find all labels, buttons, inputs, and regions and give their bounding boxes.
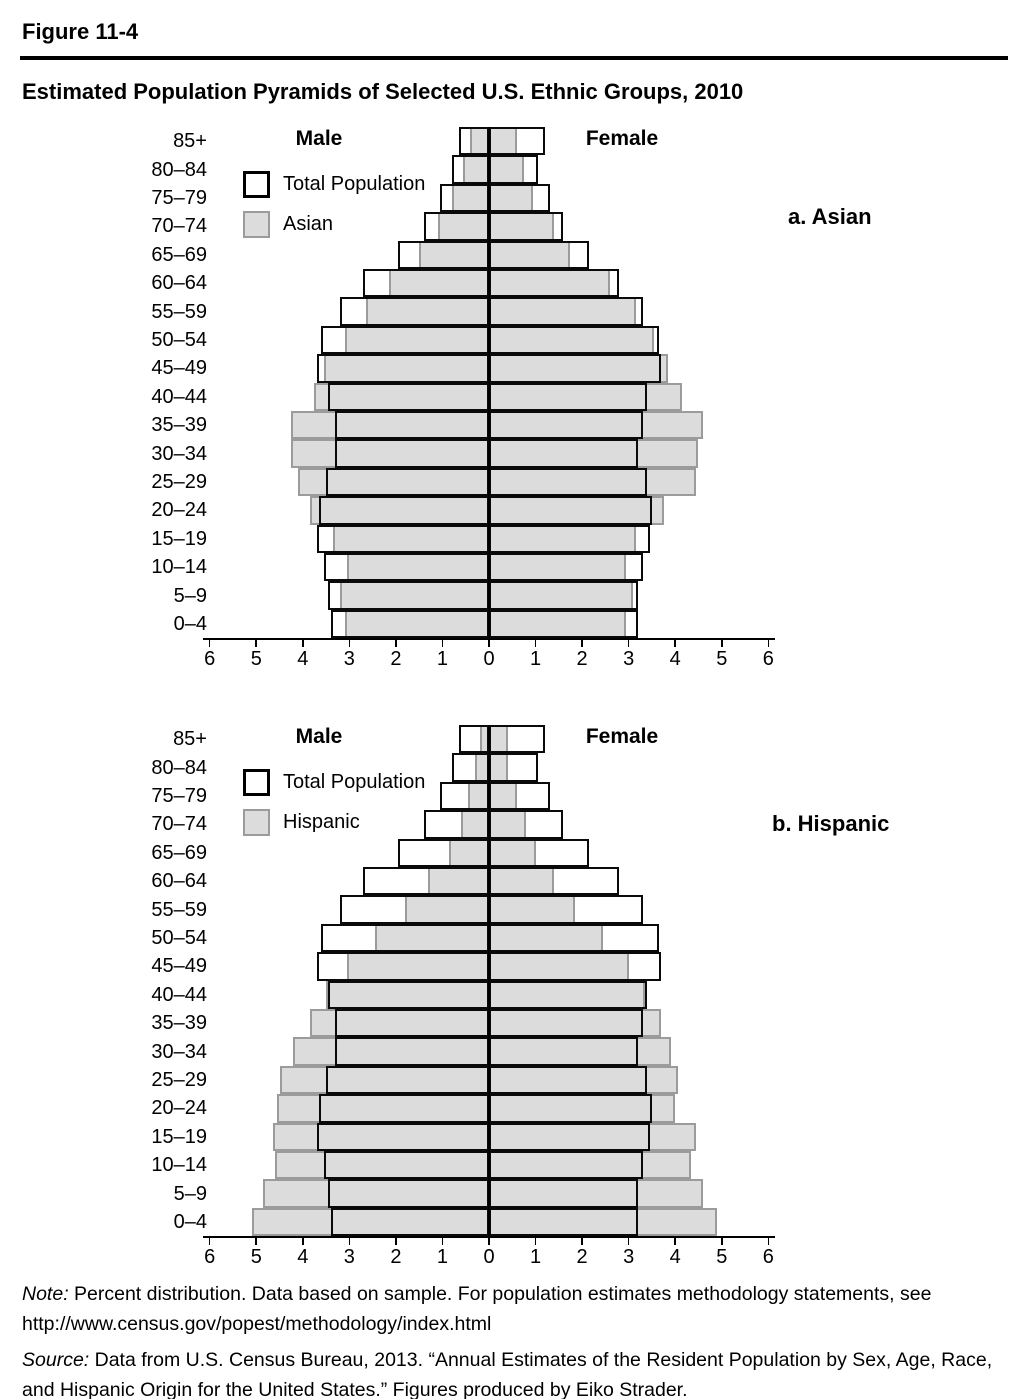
legend-label-asian: Asian — [283, 213, 334, 235]
age-label: 70–74 — [151, 215, 207, 238]
bar-total-male-15–19 — [317, 1123, 489, 1151]
bar-total-male-15–19 — [317, 525, 489, 553]
bar-total-female-10–14 — [489, 1151, 643, 1179]
age-label: 35–39 — [151, 1012, 207, 1035]
x-axis-tick-label: 5 — [250, 648, 262, 671]
age-label: 85+ — [173, 728, 207, 751]
x-axis-tick — [721, 638, 723, 647]
age-label: 60–64 — [151, 870, 207, 893]
x-axis-tick — [674, 1236, 676, 1245]
x-axis-tick — [349, 638, 351, 647]
age-label: 80–84 — [151, 756, 207, 779]
x-axis-tick — [768, 1236, 770, 1245]
bar-total-female-0–4 — [489, 610, 638, 638]
x-axis-tick — [349, 1236, 351, 1245]
x-axis-tick-label: 1 — [529, 648, 542, 671]
age-label: 10–14 — [151, 556, 207, 579]
pyramid-plot-hispanic — [0, 725, 1029, 1285]
x-axis-tick-label: 1 — [436, 648, 448, 671]
bar-total-female-40–44 — [489, 383, 647, 411]
x-axis-tick — [721, 1236, 723, 1245]
x-axis-tick — [488, 1236, 490, 1245]
x-axis-tick — [255, 638, 257, 647]
bar-total-female-30–34 — [489, 439, 638, 467]
bar-total-female-80–84 — [489, 753, 538, 781]
bar-total-male-65–69 — [398, 241, 489, 269]
bar-total-male-30–34 — [335, 439, 489, 467]
bar-total-male-75–79 — [440, 782, 489, 810]
bar-total-female-35–39 — [489, 1009, 643, 1037]
pyramid-plot-asian — [0, 127, 1029, 687]
legend-label-total-population: Total Population — [283, 771, 426, 793]
bar-total-female-40–44 — [489, 981, 647, 1009]
age-label: 50–54 — [151, 329, 207, 351]
bar-total-female-65–69 — [489, 241, 589, 269]
bar-total-female-0–4 — [489, 1208, 638, 1236]
x-axis-tick-label: 4 — [297, 648, 309, 671]
panel-label-hispanic: b. Hispanic — [772, 811, 890, 836]
x-axis-tick-label: 1 — [529, 1246, 542, 1269]
female-column-header: Female — [585, 127, 659, 150]
x-axis-tick — [209, 638, 211, 647]
figure-number: Figure 11-4 — [22, 19, 139, 44]
bar-total-male-55–59 — [340, 895, 489, 923]
bar-total-male-0–4 — [331, 610, 489, 638]
age-label: 60–64 — [151, 272, 207, 295]
x-axis-tick-label: 1 — [436, 1246, 448, 1269]
age-label: 0–4 — [173, 613, 207, 635]
bar-total-male-40–44 — [328, 981, 489, 1009]
x-axis-tick — [488, 638, 490, 647]
note-body: Percent distribution. Data based on sample. For population estimates methodology statements, see http://www.census.gov/popest/methodology/index.html — [22, 1283, 932, 1335]
x-axis-tick — [535, 638, 537, 647]
bar-total-male-5–9 — [328, 1179, 489, 1207]
bar-total-male-30–34 — [335, 1037, 489, 1065]
age-label: 10–14 — [151, 1154, 207, 1177]
source-text — [22, 1345, 1014, 1399]
bar-total-male-80–84 — [452, 753, 489, 781]
age-label: 55–59 — [151, 898, 207, 921]
x-axis-tick — [535, 1236, 537, 1245]
female-column-header: Female — [585, 725, 659, 748]
bar-total-male-20–24 — [319, 1094, 489, 1122]
bar-total-male-50–54 — [321, 924, 489, 952]
bar-total-male-5–9 — [328, 581, 489, 609]
x-axis-tick-label: 0 — [483, 1246, 495, 1269]
age-label: 50–54 — [151, 927, 207, 949]
bar-total-male-25–29 — [326, 468, 489, 496]
age-label: 40–44 — [151, 983, 207, 1006]
center-axis-line — [488, 127, 491, 638]
age-label: 30–34 — [151, 1040, 207, 1063]
x-axis-tick-label: 2 — [390, 648, 402, 671]
bar-total-female-60–64 — [489, 269, 619, 297]
age-label: 70–74 — [151, 813, 207, 836]
age-label: 0–4 — [173, 1211, 207, 1233]
bar-total-female-5–9 — [489, 581, 638, 609]
age-label: 80–84 — [151, 158, 207, 181]
x-axis-tick — [628, 638, 630, 647]
age-label: 35–39 — [151, 414, 207, 437]
age-label: 15–19 — [151, 527, 207, 550]
x-axis-tick-label: 5 — [716, 648, 728, 671]
x-axis-tick — [628, 1236, 630, 1245]
bar-total-male-80–84 — [452, 155, 489, 183]
x-axis-tick — [674, 638, 676, 647]
panel-label-asian: a. Asian — [788, 204, 872, 229]
bar-total-male-75–79 — [440, 184, 489, 212]
bar-total-male-70–74 — [424, 212, 489, 240]
x-axis-tick — [302, 1236, 304, 1245]
bar-total-male-0–4 — [331, 1208, 489, 1236]
age-label: 45–49 — [151, 357, 207, 380]
male-column-header: Male — [295, 725, 343, 748]
age-label: 65–69 — [151, 243, 207, 266]
bar-total-female-85+ — [489, 127, 545, 155]
age-label: 45–49 — [151, 955, 207, 978]
x-axis-tick-label: 4 — [669, 1246, 681, 1269]
bar-total-male-55–59 — [340, 297, 489, 325]
bar-total-male-50–54 — [321, 326, 489, 354]
bar-total-female-45–49 — [489, 952, 661, 980]
bar-total-male-25–29 — [326, 1066, 489, 1094]
x-axis-tick-label: 5 — [250, 1246, 262, 1269]
age-label: 20–24 — [151, 1097, 207, 1120]
bar-total-female-5–9 — [489, 1179, 638, 1207]
bar-total-male-10–14 — [324, 553, 489, 581]
figure-title: Estimated Population Pyramids of Selected U.S. Ethnic Groups, 2010 — [22, 79, 744, 104]
age-label: 20–24 — [151, 499, 207, 522]
note-text — [22, 1279, 1014, 1339]
note-prefix: Note: — [22, 1283, 69, 1305]
x-axis-tick-label: 6 — [204, 1246, 216, 1269]
bar-total-female-20–24 — [489, 1094, 652, 1122]
x-axis-tick-label: 3 — [623, 648, 635, 671]
x-axis-tick-label: 3 — [623, 1246, 635, 1269]
x-axis-tick-label: 2 — [390, 1246, 402, 1269]
bar-total-male-60–64 — [363, 269, 489, 297]
x-axis-tick-label: 3 — [343, 1246, 355, 1269]
bar-total-female-15–19 — [489, 525, 650, 553]
age-label: 65–69 — [151, 841, 207, 864]
age-label: 75–79 — [151, 785, 207, 807]
source-prefix: Source: — [22, 1349, 90, 1371]
bar-total-male-10–14 — [324, 1151, 489, 1179]
x-axis-tick — [255, 1236, 257, 1245]
x-axis-tick-label: 5 — [716, 1246, 728, 1269]
bar-total-female-30–34 — [489, 1037, 638, 1065]
x-axis-tick-label: 4 — [297, 1246, 309, 1269]
x-axis-tick — [395, 638, 397, 647]
x-axis-tick-label: 6 — [762, 1246, 774, 1269]
x-axis-tick — [442, 638, 444, 647]
bar-total-male-20–24 — [319, 496, 489, 524]
age-label: 5–9 — [173, 1182, 207, 1205]
bar-total-female-65–69 — [489, 839, 589, 867]
age-label: 25–29 — [151, 471, 207, 493]
x-axis-tick-label: 0 — [483, 648, 495, 671]
age-label: 40–44 — [151, 385, 207, 408]
bar-total-male-85+ — [459, 725, 489, 753]
bar-total-female-75–79 — [489, 184, 550, 212]
male-column-header: Male — [295, 127, 343, 150]
bar-total-female-45–49 — [489, 354, 661, 382]
bar-total-female-75–79 — [489, 782, 550, 810]
bar-total-male-40–44 — [328, 383, 489, 411]
bar-total-female-85+ — [489, 725, 545, 753]
bar-total-male-45–49 — [317, 354, 489, 382]
x-axis-tick-label: 2 — [576, 1246, 588, 1269]
bar-total-male-60–64 — [363, 867, 489, 895]
bar-total-female-20–24 — [489, 496, 652, 524]
age-label: 55–59 — [151, 300, 207, 323]
legend-label-total-population: Total Population — [283, 173, 426, 195]
x-axis-tick — [768, 638, 770, 647]
x-axis-tick — [581, 638, 583, 647]
center-axis-line — [488, 725, 491, 1236]
bar-total-female-60–64 — [489, 867, 619, 895]
x-axis-tick-label: 3 — [343, 648, 355, 671]
x-axis-tick — [302, 638, 304, 647]
bar-total-male-45–49 — [317, 952, 489, 980]
x-axis-tick — [581, 1236, 583, 1245]
divider-rule — [20, 56, 1008, 60]
x-axis-tick-label: 4 — [669, 648, 681, 671]
bar-total-female-35–39 — [489, 411, 643, 439]
bar-total-female-50–54 — [489, 326, 659, 354]
x-axis-tick — [442, 1236, 444, 1245]
bar-total-male-85+ — [459, 127, 489, 155]
age-label: 75–79 — [151, 187, 207, 209]
x-axis-tick-label: 2 — [576, 648, 588, 671]
bar-total-female-10–14 — [489, 553, 643, 581]
bar-total-female-80–84 — [489, 155, 538, 183]
legend-label-hispanic: Hispanic — [283, 811, 360, 833]
bar-total-female-25–29 — [489, 468, 647, 496]
bar-total-female-15–19 — [489, 1123, 650, 1151]
bar-total-male-65–69 — [398, 839, 489, 867]
bar-total-male-70–74 — [424, 810, 489, 838]
bar-total-female-50–54 — [489, 924, 659, 952]
bar-total-male-35–39 — [335, 1009, 489, 1037]
x-axis-tick-label: 6 — [204, 648, 216, 671]
age-label: 85+ — [173, 130, 207, 153]
x-axis-tick-label: 6 — [762, 648, 774, 671]
age-label: 5–9 — [173, 584, 207, 607]
x-axis-tick — [395, 1236, 397, 1245]
bar-total-female-70–74 — [489, 810, 563, 838]
bar-total-female-25–29 — [489, 1066, 647, 1094]
source-body: Data from U.S. Census Bureau, 2013. “Annual Estimates of the Resident Population by Sex, Age, Race, and Hispanic Origin for the United States.” Figures produced by Eiko Strader. — [22, 1349, 993, 1399]
bar-total-female-55–59 — [489, 297, 643, 325]
age-label: 30–34 — [151, 442, 207, 465]
bar-total-female-55–59 — [489, 895, 643, 923]
age-label: 15–19 — [151, 1125, 207, 1148]
bar-total-female-70–74 — [489, 212, 563, 240]
x-axis-tick — [209, 1236, 211, 1245]
bar-total-male-35–39 — [335, 411, 489, 439]
age-label: 25–29 — [151, 1069, 207, 1091]
